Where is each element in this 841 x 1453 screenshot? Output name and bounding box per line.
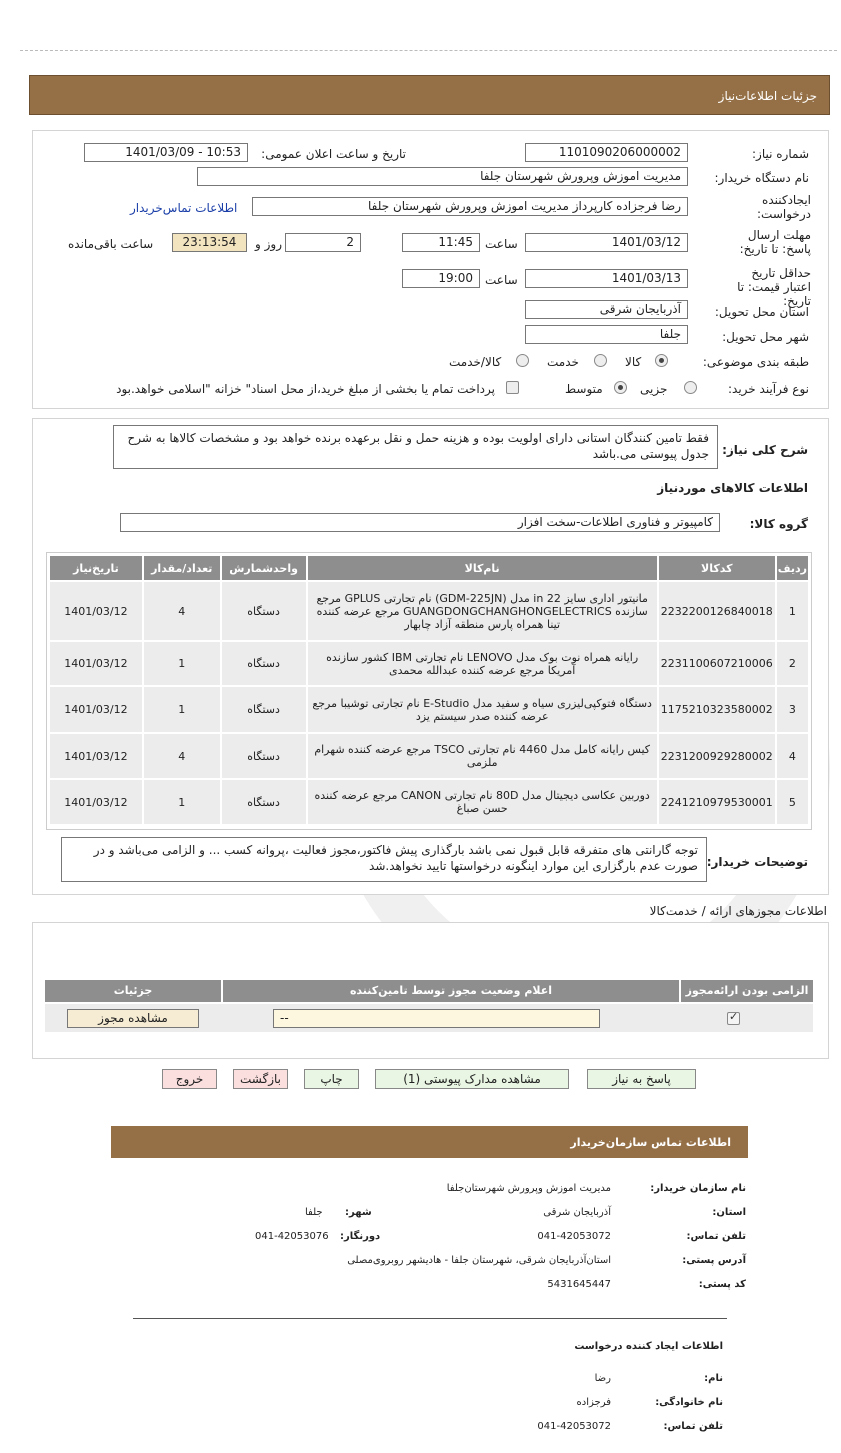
deadline-time-label: ساعت — [485, 237, 518, 251]
top-divider — [20, 50, 837, 51]
announce-field: 1401/03/09 - 10:53 — [84, 143, 248, 162]
deadline-date-field: 1401/03/12 — [525, 233, 688, 252]
category-service-radio[interactable] — [594, 354, 607, 367]
buyer-label: نام دستگاه خریدار: — [714, 171, 809, 185]
row-code: 1175210323580002 — [659, 687, 775, 732]
contact-fax-label: دورنگار: — [340, 1231, 381, 1242]
table-row — [50, 687, 808, 732]
row-code: 2231200929280002 — [659, 734, 775, 778]
row-date: 1401/03/12 — [50, 780, 142, 824]
table-row — [50, 582, 808, 640]
province-field: آذربایجان شرقی — [525, 300, 688, 319]
table-row — [50, 734, 808, 778]
contact-city: جلفا — [305, 1207, 323, 1218]
row-code: 2241210979530001 — [659, 780, 775, 824]
contact-address-label: آدرس پستی: — [682, 1255, 746, 1266]
category-goods-radio[interactable] — [655, 354, 668, 367]
row-name: مانیتور اداری سایز 22 in مدل (GDM-225JN) نام تجارتی GPLUS مرجع سازنده GUANGDONGCHANGHONGELECTRICS مرجع عرضه کننده تینا همراه پارس منطقه آزاد چابهار — [308, 582, 657, 640]
creator-label: ایجادکننده درخواست: — [757, 193, 811, 221]
creator-field: رضا فرجزاده کارپرداز مدیریت اموزش وپرورش شهرستان جلفا — [252, 197, 688, 216]
city-field: جلفا — [525, 325, 688, 344]
permits-table — [45, 980, 813, 1032]
contact-org: مدیریت اموزش وپرورش شهرستان‌جلفا — [446, 1183, 611, 1194]
category-both-label: کالا/خدمت — [449, 355, 502, 369]
row-name: دستگاه فتوکپی‌لیزری سیاه و سفید مدل E-Studio نام تجارتی توشیبا مرجع عرضه کننده صدر سیستم یزد — [308, 687, 657, 732]
row-unit: دستگاه — [222, 642, 306, 685]
view-attachments-button[interactable]: مشاهده مدارک پیوستی (1) — [375, 1069, 569, 1089]
contact-postal-label: کد پستی: — [698, 1279, 746, 1290]
row-qty: 4 — [144, 734, 220, 778]
buyer-contact-link[interactable]: اطلاعات تماس‌خریدار — [130, 201, 238, 215]
goods-group-label: گروه کالا: — [749, 517, 808, 531]
process-label: نوع فرآیند خرید: — [728, 382, 809, 396]
province-label: استان محل تحویل: — [714, 305, 809, 319]
breadcrumb: جزئیات اطلاعات‌نیاز — [718, 89, 817, 103]
row-name: رایانه همراه نوت بوک مدل LENOVO نام تجارتی IBM کشور سازنده آمریکا مرجع عرضه کننده عبدالله محمدی — [308, 642, 657, 685]
announce-label: تاریخ و ساعت اعلان عمومی: — [261, 147, 406, 161]
contact-phone-label: تلفن تماس: — [686, 1231, 746, 1242]
validity-date-field: 1401/03/13 — [525, 269, 688, 288]
row-qty: 1 — [144, 780, 220, 824]
row-number: 5 — [777, 780, 808, 824]
creator-family: فرجزاده — [576, 1397, 611, 1408]
category-label: طبقه بندی موضوعی: — [702, 355, 809, 369]
permit-col-details: جزئیات — [45, 980, 221, 1002]
table-row — [50, 780, 808, 824]
days-label: روز و — [255, 237, 282, 251]
permit-required-checkbox: ✓ — [729, 1010, 739, 1023]
deadline-label: مهلت ارسال پاسخ: تا تاریخ: — [739, 228, 811, 256]
contact-province: آذربایجان شرقی — [543, 1207, 611, 1218]
row-qty: 1 — [144, 642, 220, 685]
buyer-notes-box: توجه گارانتی های متفرقه قابل قبول نمی باشد بارگذاری پیش فاکتور،مجوز فعالیت ،پروانه کسب ... و الزامی می‌باشد و در صورت عدم بارگزاری این موارد اینگونه درخواستها تایید نخواهد.شد — [61, 837, 707, 882]
row-number: 2 — [777, 642, 808, 685]
page-header — [29, 75, 830, 115]
deadline-time-field: 11:45 — [402, 233, 480, 252]
items-table — [48, 554, 810, 826]
row-unit: دستگاه — [222, 734, 306, 778]
contact-phone: 041-42053072 — [537, 1231, 611, 1242]
col-code: کدکالا — [659, 556, 775, 580]
contact-fax: 041-42053076 — [255, 1231, 329, 1242]
creator-phone-label: تلفن تماس: — [663, 1421, 723, 1432]
process-minor-radio[interactable] — [684, 381, 697, 394]
category-both-radio[interactable] — [516, 354, 529, 367]
days-field: 2 — [285, 233, 361, 252]
row-date: 1401/03/12 — [50, 642, 142, 685]
validity-label: حداقل تاریخ اعتبار قیمت: تا تاریخ: — [737, 266, 811, 308]
contact-header-title: اطلاعات تماس سازمان‌خریدار — [570, 1136, 731, 1149]
description-label: شرح کلی نیاز: — [722, 443, 808, 457]
row-name: کیس رایانه کامل مدل 4460 نام تجارتی TSCO مرجع عرضه کننده شهرام ملزمی — [308, 734, 657, 778]
row-unit: دستگاه — [222, 780, 306, 824]
row-name: دوربین عکاسی دیجیتال مدل 80D نام تجارتی CANON مرجع عرضه کننده حسن صباغ — [308, 780, 657, 824]
remaining-time: 23:13:54 — [172, 233, 247, 252]
items-table-frame — [46, 552, 812, 830]
creator-family-label: نام خانوادگی: — [655, 1397, 723, 1408]
goods-title: اطلاعات کالاهای موردنیاز — [657, 481, 808, 495]
need-number-field: 1101090206000002 — [525, 143, 688, 162]
row-number: 3 — [777, 687, 808, 732]
remaining-label: ساعت باقی‌مانده — [68, 237, 154, 251]
permit-status-field[interactable]: -- — [273, 1009, 600, 1028]
row-qty: 1 — [144, 687, 220, 732]
row-number: 4 — [777, 734, 808, 778]
permits-title: اطلاعات مجوزهای ارائه / خدمت‌کالا — [649, 904, 827, 918]
row-code: 2231100607210006 — [659, 642, 775, 685]
contact-address: استان‌آذربایجان شرقی، شهرستان جلفا - هادیشهر روبروی‌مصلی — [347, 1255, 611, 1266]
col-qty: تعداد/مقدار — [144, 556, 220, 580]
col-name: نام‌کالا — [308, 556, 657, 580]
permit-col-required: الزامی بودن ارائه‌مجوز — [681, 980, 813, 1002]
view-permit-button[interactable]: مشاهده مجوز — [67, 1009, 199, 1028]
row-date: 1401/03/12 — [50, 582, 142, 640]
row-date: 1401/03/12 — [50, 734, 142, 778]
process-minor-label: جزیی — [640, 382, 668, 396]
col-unit: واحدشمارش — [222, 556, 306, 580]
need-number-label: شماره نیاز: — [752, 147, 809, 161]
category-goods-label: کالا — [625, 355, 642, 369]
col-row: ردیف — [777, 556, 808, 580]
exit-button[interactable]: خروج — [162, 1069, 217, 1089]
validity-time-field: 19:00 — [402, 269, 480, 288]
process-medium-radio[interactable] — [614, 381, 627, 394]
validity-time-label: ساعت — [485, 273, 518, 287]
row-code: 2232200126840018 — [659, 582, 775, 640]
permit-col-status: اعلام وضعیت مجوز توسط تامین‌کننده — [223, 980, 679, 1002]
row-qty: 4 — [144, 582, 220, 640]
col-date: تاریخ‌نیاز — [50, 556, 142, 580]
buyer-field: مدیریت اموزش وپرورش شهرستان جلفا — [197, 167, 688, 186]
table-row — [50, 642, 808, 685]
contact-city-label: شهر: — [345, 1207, 372, 1218]
city-label: شهر محل تحویل: — [722, 330, 809, 344]
contact-province-label: استان: — [712, 1207, 746, 1218]
creator-name: رضا — [594, 1373, 611, 1384]
contact-postal: 5431645447 — [547, 1279, 611, 1290]
row-unit: دستگاه — [222, 582, 306, 640]
payment-note: پرداخت تمام یا بخشی از مبلغ خرید،از محل اسناد" خزانه "اسلامی خواهد.بود — [116, 382, 495, 396]
contact-divider — [133, 1318, 727, 1319]
row-unit: دستگاه — [222, 687, 306, 732]
treasury-payment-checkbox[interactable] — [506, 381, 519, 394]
creator-name-label: نام: — [704, 1373, 723, 1384]
creator-info-title: اطلاعات ایجاد کننده درخواست — [574, 1341, 723, 1352]
creator-phone: 041-42053072 — [537, 1421, 611, 1432]
contact-header — [111, 1126, 748, 1158]
row-number: 1 — [777, 582, 808, 640]
reply-button[interactable]: پاسخ به نیاز — [587, 1069, 696, 1089]
goods-group-field: کامپیوتر و فناوری اطلاعات-سخت افزار — [120, 513, 720, 532]
buyer-notes-label: توضیحات خریدار: — [706, 855, 808, 869]
items-table-header — [50, 556, 808, 580]
contact-org-label: نام سازمان خریدار: — [650, 1183, 746, 1194]
print-button[interactable]: چاپ — [304, 1069, 359, 1089]
process-medium-label: متوسط — [565, 382, 603, 396]
description-box: فقط تامین کنندگان استانی دارای اولویت بوده و هزینه حمل و نقل برعهده برنده خواهد بود و مشخصات کالاها به شرح جدول پیوستی می.باشد — [113, 425, 718, 469]
back-button[interactable]: بازگشت — [233, 1069, 288, 1089]
row-date: 1401/03/12 — [50, 687, 142, 732]
category-service-label: خدمت — [547, 355, 579, 369]
